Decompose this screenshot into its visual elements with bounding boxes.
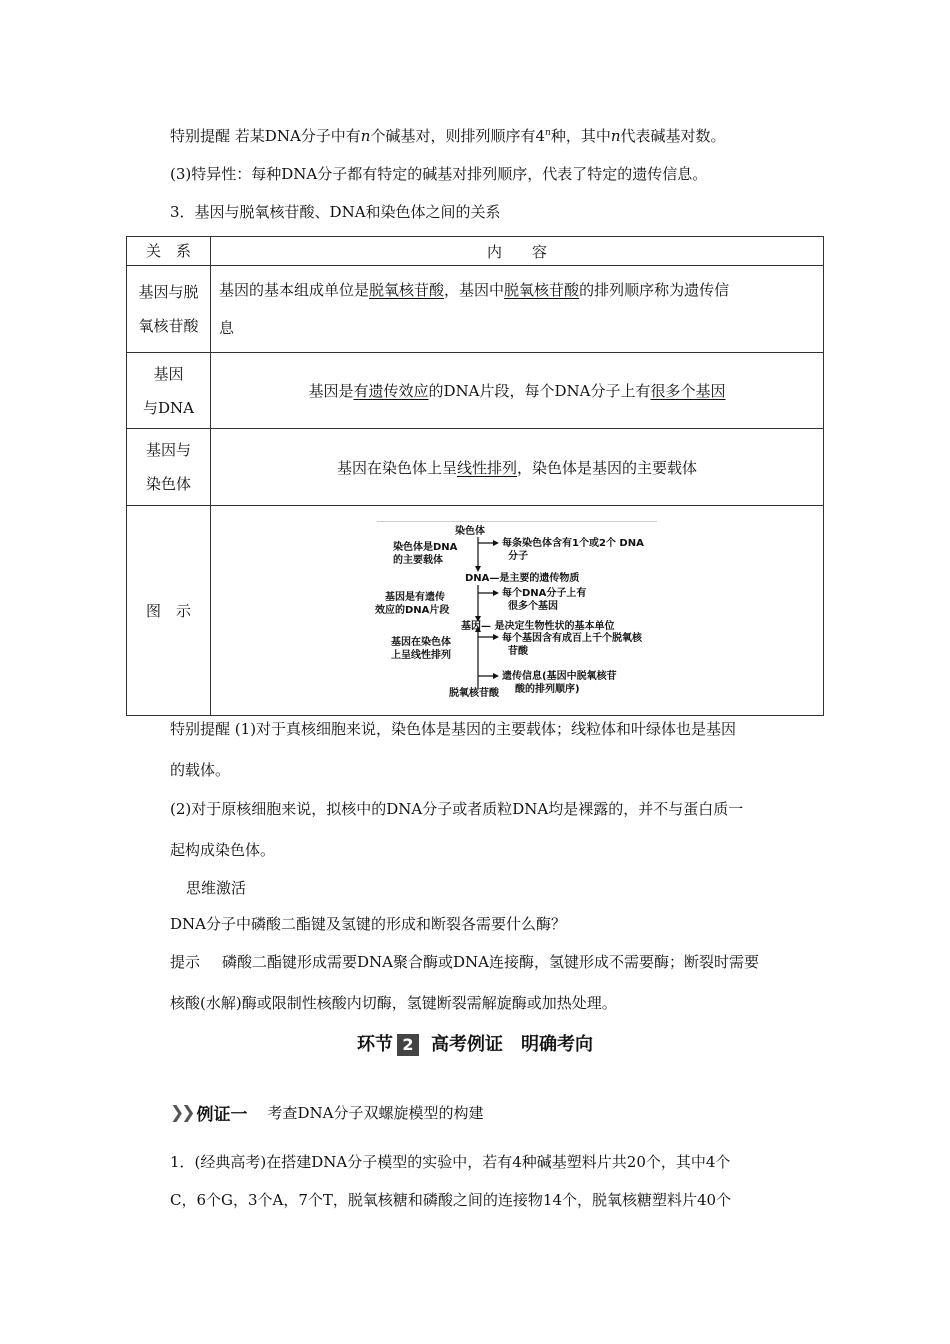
hint-label: 提示 <box>170 953 201 971</box>
row-key: 基因与脱 氧核苷酸 <box>127 266 211 353</box>
header-content: 内 容 <box>211 237 824 266</box>
thinking-question: DNA分子中磷酸二酯键及氢键的形成和断裂各需要什么酶？ <box>170 915 566 933</box>
example-topic: 考查DNA分子双螺旋模型的构建 <box>267 1104 484 1122</box>
row-key: 图 示 <box>127 506 211 716</box>
thinking-title: 思维激活 <box>186 879 247 897</box>
hint-line: 提示 磷酸二酯键形成需要DNA聚合酶或DNA连接酶，氢键形成不需要酶；断裂时需要 <box>170 953 759 971</box>
node-nucleotide: 脱氧核苷酸 <box>449 687 499 699</box>
double-chevron-icon: ❯❯ <box>170 1102 193 1123</box>
header-relation: 关 系 <box>127 237 211 266</box>
node-gene: 基因— 是决定生物性状的基本单位 <box>461 620 615 632</box>
row-content: 基因在染色体上呈线性排列，染色体是基因的主要载体 <box>211 429 824 506</box>
specificity-line: (3)特异性：每种DNA分子都有特定的碱基对排列顺序，代表了特定的遗传信息。 <box>170 165 708 183</box>
example-heading <box>170 1100 484 1125</box>
table-row <box>127 506 824 716</box>
table-header-row <box>127 237 824 266</box>
question-1-line-1: 1．(经典高考)在搭建DNA分子模型的实验中，若有4种碱基塑料片共20个，其中4个 <box>170 1153 731 1171</box>
gene-relationship-diagram: 染色体 染色体是DNA 的主要载体 每条染色体含有1个或2个 DNA 分子 DNA—是主要的遗传物质 基因是有遗传 效应的DNA片段 每个DNA分子上有 很多个基因 基因— 是决定生物性状的基本单位 基因在染色体 上呈线性排列 每个基因含有成百上千个脱氧核 苷酸 遗传信息(基因中脱氧核苷 酸的排列顺序) 脱氧核苷酸 <box>377 521 657 701</box>
example-label: 例证一 <box>196 1105 248 1125</box>
section-title: 环节 2 高考例证 明确考向 <box>357 1034 593 1055</box>
table-row <box>127 266 824 353</box>
tip-label: 特别提醒 <box>170 127 231 145</box>
node-chromosome: 染色体 <box>455 525 485 537</box>
row-content: 基因是有遗传效应的DNA片段，每个DNA分子上有很多个基因 <box>211 353 824 429</box>
node-dna: DNA—是主要的遗传物质 <box>465 572 580 584</box>
tip-paragraph-2: 特别提醒 (1)对于真核细胞来说，染色体是基因的主要载体；线粒体和叶绿体也是基因 <box>170 720 737 738</box>
row-key: 基因 与DNA <box>127 353 211 429</box>
question-1-line-2: C，6个G，3个A，7个T，脱氧核糖和磷酸之间的连接物14个，脱氧核糖塑料片40个 <box>170 1191 732 1209</box>
table-row <box>127 429 824 506</box>
section-heading-3: 3．基因与脱氧核苷酸、DNA和染色体之间的关系 <box>170 203 501 221</box>
section-number-badge: 2 <box>397 1034 419 1056</box>
row-key: 基因与 染色体 <box>127 429 211 506</box>
tip-label: 特别提醒 <box>170 720 231 738</box>
row-content: 基因的基本组成单位是脱氧核苷酸，基因中脱氧核苷酸的排列顺序称为遗传信 息 <box>211 266 824 353</box>
relationship-table <box>126 236 824 716</box>
row-content <box>211 506 824 716</box>
tip-paragraph-1: 特别提醒 若某DNA分子中有n个碱基对，则排列顺序有4$^n$种，其中n代表碱基对数。 <box>170 127 726 145</box>
table-row <box>127 353 824 429</box>
